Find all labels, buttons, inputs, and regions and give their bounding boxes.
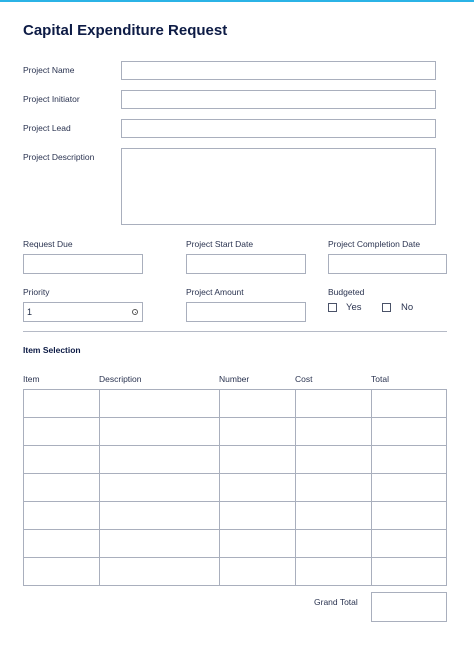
total-cell[interactable] bbox=[371, 417, 447, 446]
project-completion-date-input[interactable] bbox=[328, 254, 447, 274]
priority-value: 1 bbox=[27, 307, 33, 317]
request-due-input[interactable] bbox=[23, 254, 143, 274]
project-completion-date-label: Project Completion Date bbox=[328, 239, 421, 249]
description-cell[interactable] bbox=[99, 417, 220, 446]
project-lead-label: Project Lead bbox=[23, 123, 71, 133]
budgeted-no-label: No bbox=[401, 302, 414, 313]
project-initiator-input[interactable] bbox=[121, 90, 436, 109]
priority-label: Priority bbox=[23, 287, 50, 297]
budgeted-no-checkbox[interactable] bbox=[382, 303, 391, 312]
item-cell[interactable] bbox=[23, 417, 100, 446]
project-description-textarea[interactable] bbox=[121, 148, 436, 225]
item-cell[interactable] bbox=[23, 473, 100, 502]
budgeted-yes-checkbox[interactable] bbox=[328, 303, 337, 312]
item-cell[interactable] bbox=[23, 557, 100, 586]
item-cell[interactable] bbox=[23, 501, 100, 530]
column-header-item: Item bbox=[23, 374, 40, 384]
project-initiator-label: Project Initiator bbox=[23, 94, 80, 104]
cost-cell[interactable] bbox=[295, 445, 372, 474]
item-table bbox=[23, 389, 446, 585]
table-row bbox=[23, 473, 446, 501]
description-cell[interactable] bbox=[99, 389, 220, 418]
project-start-date-input[interactable] bbox=[186, 254, 306, 274]
priority-select[interactable] bbox=[23, 302, 143, 322]
number-cell[interactable] bbox=[219, 417, 296, 446]
item-cell[interactable] bbox=[23, 389, 100, 418]
project-name-label: Project Name bbox=[23, 65, 75, 75]
item-cell[interactable] bbox=[23, 445, 100, 474]
column-header-total: Total bbox=[371, 374, 389, 384]
number-cell[interactable] bbox=[219, 389, 296, 418]
description-cell[interactable] bbox=[99, 557, 220, 586]
budgeted-label: Budgeted bbox=[328, 287, 365, 297]
description-cell[interactable] bbox=[99, 445, 220, 474]
grand-total-label: Grand Total bbox=[314, 597, 358, 607]
table-row bbox=[23, 529, 446, 557]
select-indicator-icon bbox=[132, 309, 138, 315]
total-cell[interactable] bbox=[371, 445, 447, 474]
page-title: Capital Expenditure Request bbox=[23, 22, 228, 39]
table-row bbox=[23, 501, 446, 529]
request-due-label: Request Due bbox=[23, 239, 73, 249]
top-accent-bar bbox=[0, 0, 474, 2]
total-cell[interactable] bbox=[371, 389, 447, 418]
table-row bbox=[23, 445, 446, 473]
project-amount-input[interactable] bbox=[186, 302, 306, 322]
cost-cell[interactable] bbox=[295, 417, 372, 446]
item-cell[interactable] bbox=[23, 529, 100, 558]
description-cell[interactable] bbox=[99, 501, 220, 530]
project-description-label: Project Description bbox=[23, 152, 95, 162]
number-cell[interactable] bbox=[219, 501, 296, 530]
project-name-input[interactable] bbox=[121, 61, 436, 80]
total-cell[interactable] bbox=[371, 529, 447, 558]
cost-cell[interactable] bbox=[295, 529, 372, 558]
cost-cell[interactable] bbox=[295, 389, 372, 418]
project-lead-input[interactable] bbox=[121, 119, 436, 138]
table-row bbox=[23, 417, 446, 445]
number-cell[interactable] bbox=[219, 473, 296, 502]
number-cell[interactable] bbox=[219, 445, 296, 474]
total-cell[interactable] bbox=[371, 501, 447, 530]
cost-cell[interactable] bbox=[295, 501, 372, 530]
grand-total-field[interactable] bbox=[371, 592, 447, 622]
description-cell[interactable] bbox=[99, 529, 220, 558]
column-header-number: Number bbox=[219, 374, 250, 384]
description-cell[interactable] bbox=[99, 473, 220, 502]
project-amount-label: Project Amount bbox=[186, 287, 244, 297]
table-row bbox=[23, 389, 446, 417]
table-row bbox=[23, 557, 446, 585]
number-cell[interactable] bbox=[219, 529, 296, 558]
cost-cell[interactable] bbox=[295, 557, 372, 586]
cost-cell[interactable] bbox=[295, 473, 372, 502]
project-start-date-label: Project Start Date bbox=[186, 239, 254, 249]
section-divider bbox=[23, 331, 447, 332]
number-cell[interactable] bbox=[219, 557, 296, 586]
column-header-cost: Cost bbox=[295, 374, 313, 384]
item-selection-heading: Item Selection bbox=[23, 345, 81, 355]
column-header-description: Description bbox=[99, 374, 142, 384]
total-cell[interactable] bbox=[371, 473, 447, 502]
total-cell[interactable] bbox=[371, 557, 447, 586]
budgeted-yes-label: Yes bbox=[346, 302, 362, 313]
